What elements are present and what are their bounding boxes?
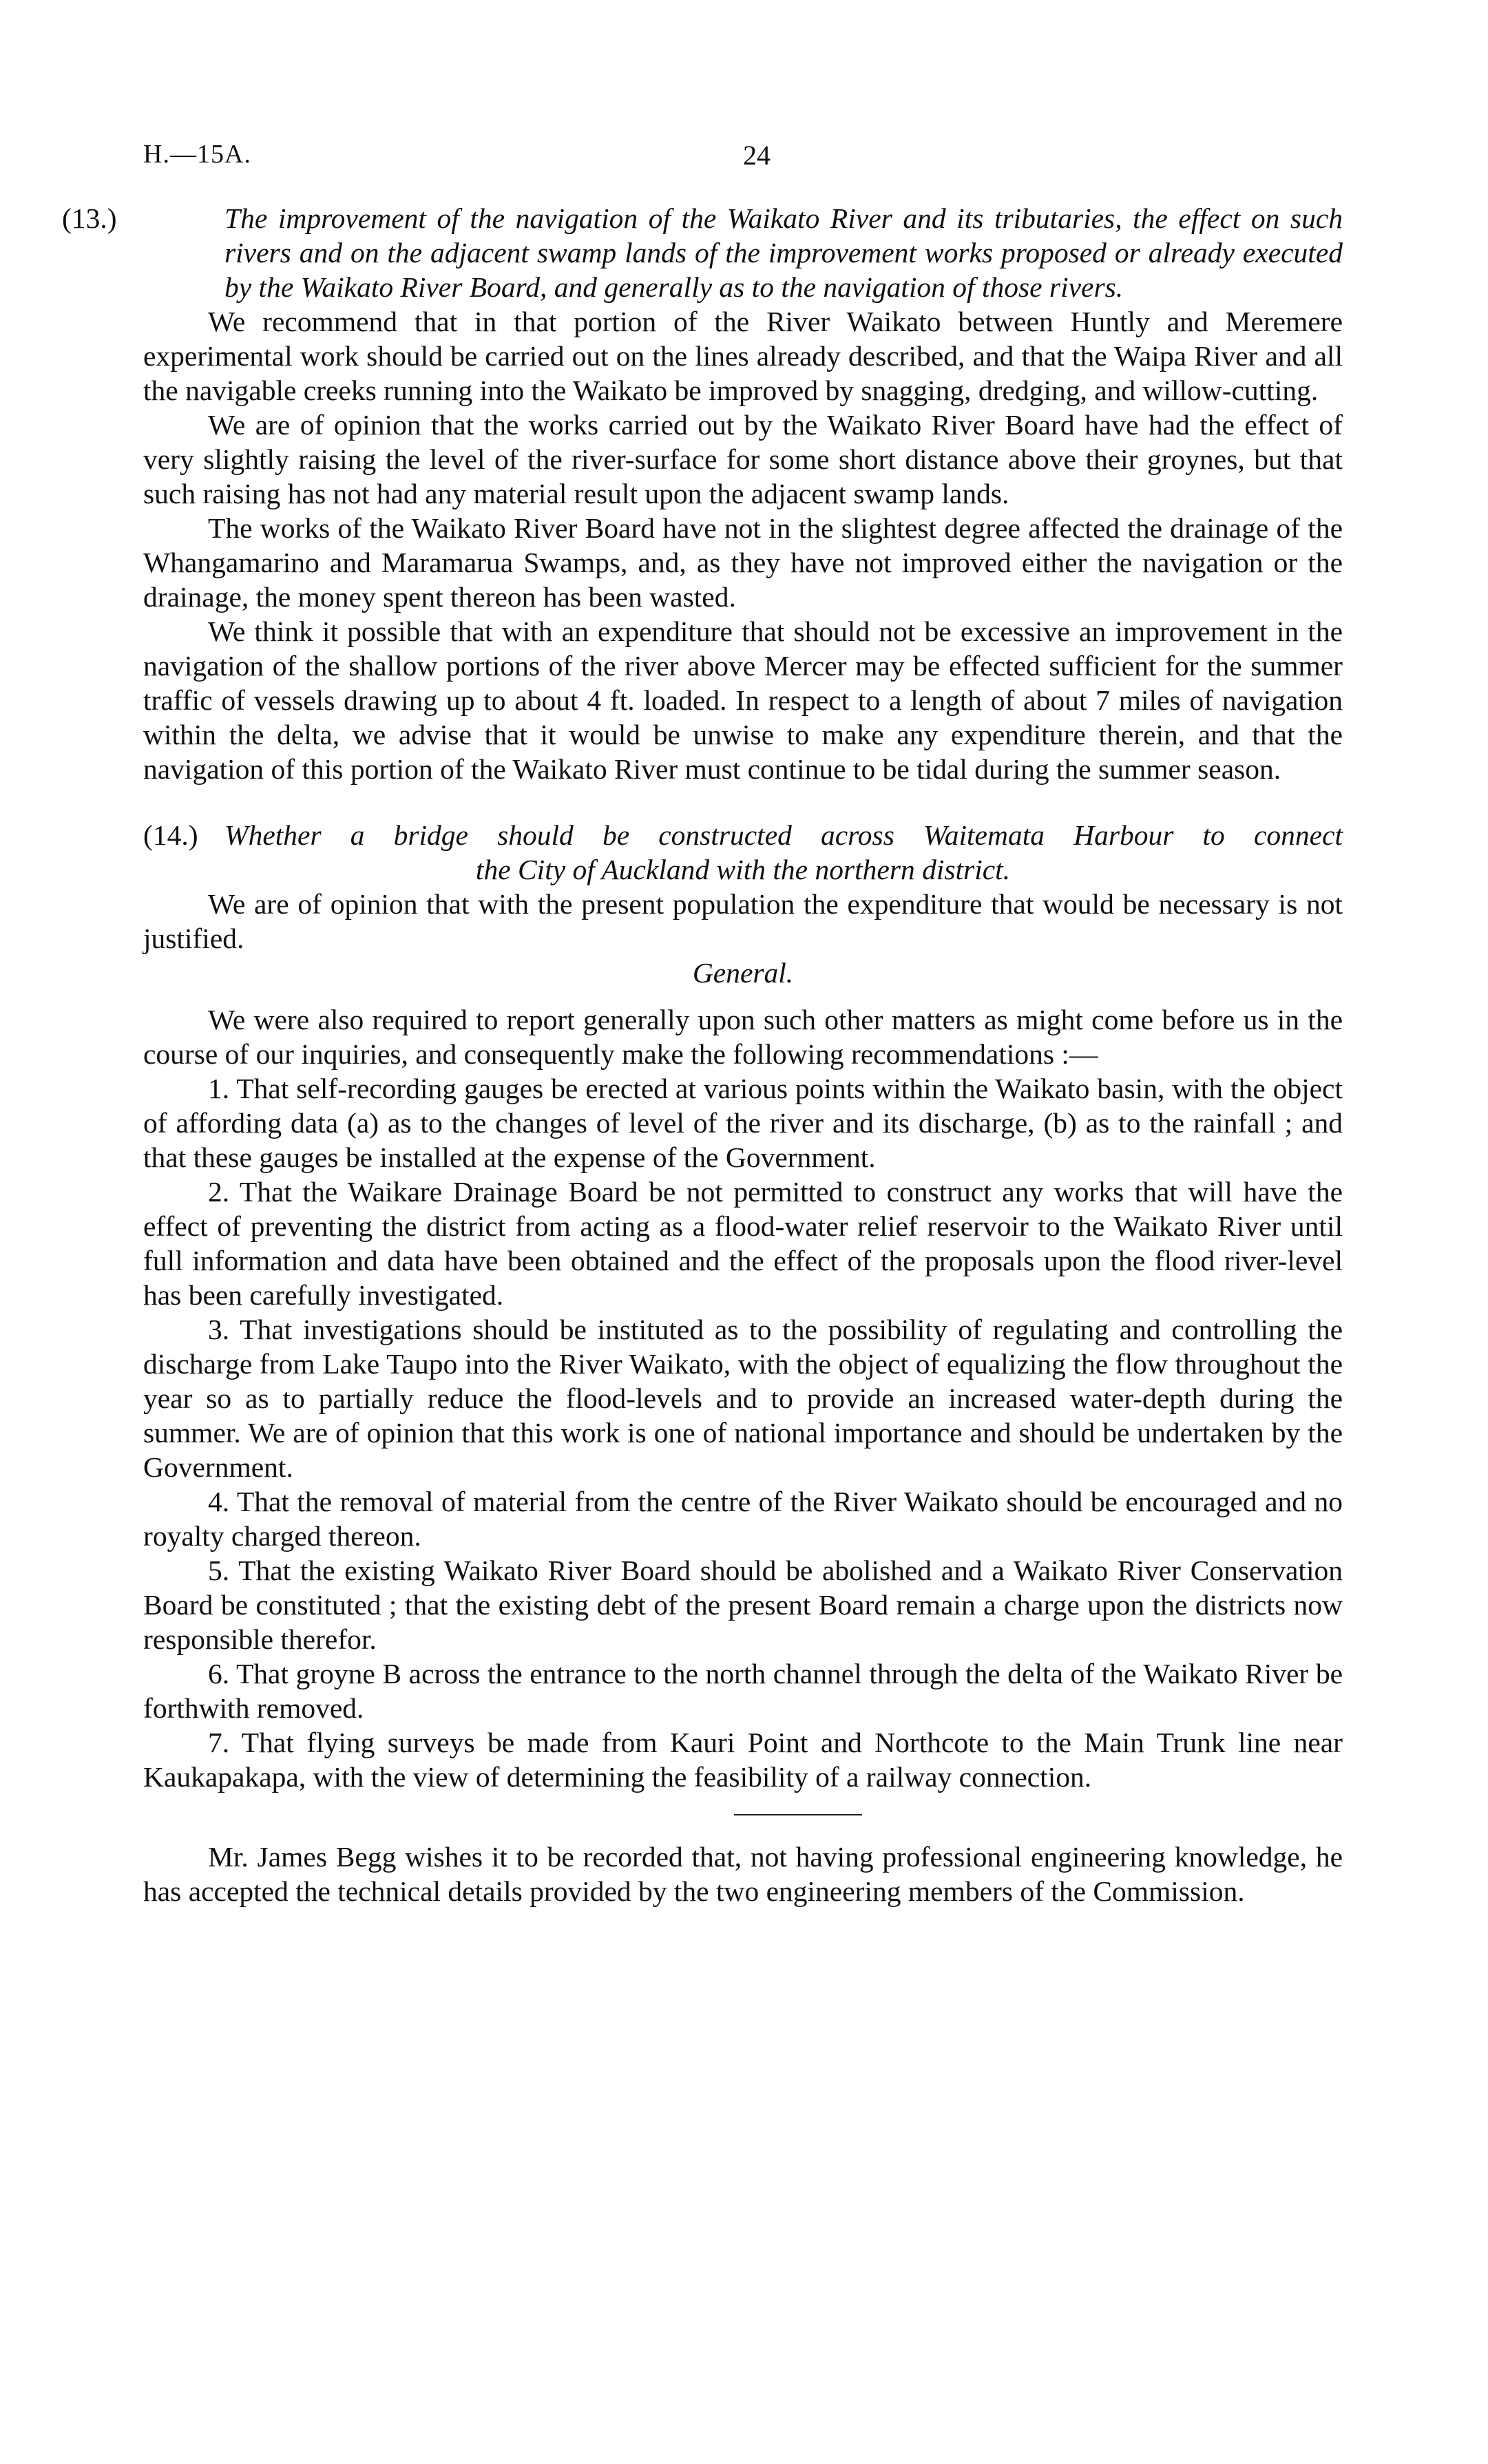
- closing-note: Mr. James Begg wishes it to be recorded that, not having professional engineering knowledge, he has accepted the technical details provided by the two engineering members of the Commission.: [143, 1841, 1343, 1907]
- recommendation-item: 2. That the Waikare Drainage Board be not permitted to construct any works that will have the effect of preventing the district from acting as a flood-water relief reservoir to the Waikato River until full information and data have been obtained and the effect of the proposals upon the flood river-level has been carefully investigated.: [143, 1176, 1343, 1311]
- section-13-subject: [62, 201, 1343, 304]
- section-14-paragraph: We are of opinion that with the present population the expenditure that would be necessary is not justified.: [143, 888, 1343, 954]
- recommendation-item: 6. That groyne B across the entrance to the north channel through the delta of the Waikato River be forthwith removed.: [143, 1658, 1343, 1724]
- recommendation-item: 3. That investigations should be instituted as to the possibility of regulating and controlling the discharge from Lake Taupo into the River Waikato, with the object of equalizing the flow throughout the year so as to partially reduce the flood-levels and to provide an increased water-depth during the summer. We are of opinion that this work is one of national importance and should be undertaken by the Government.: [143, 1314, 1343, 1483]
- general-intro: We were also required to report generally upon such other matters as might come before us in the course of our inquiries, and consequently make the following recommendations :—: [143, 1004, 1343, 1070]
- section-13-paragraph: The works of the Waikato River Board have not in the slightest degree affected the drainage of the Whangamarino and Maramarua Swamps, and, as they have not improved either the navigation or the drainage, the money spent thereon has been wasted.: [143, 512, 1343, 613]
- section-13-paragraph: We recommend that in that portion of the River Waikato between Huntly and Meremere experimental work should be carried out on the lines already described, and that the Waipa River and all the navigable creeks running into the Waikato be improved by snagging, dredging, and willow-cutting.: [143, 306, 1343, 406]
- section-14-subject-line2: the City of Auckland with the northern district.: [475, 854, 1011, 885]
- document-reference: H.—15A.: [143, 140, 251, 169]
- general-heading: General.: [692, 957, 794, 989]
- section-14-subject: [143, 818, 1343, 887]
- recommendation-item: 5. That the existing Waikato River Board should be abolished and a Waikato River Conservation Board be constituted ; that the existing debt of the present Board remain a charge upon the districts now responsible therefor.: [143, 1555, 1343, 1655]
- section-14-subject-line1: Whether a bridge should be constructed across Waitemata Harbour to connect: [224, 819, 1343, 851]
- section-13-paragraph: We are of opinion that the works carried out by the Waikato River Board have had the effect of very slightly raising the level of the river-surface for some short distance above their groynes, but that such raising has not had any material result upon the adjacent swamp lands.: [143, 409, 1343, 509]
- section-13-subject-text: The improvement of the navigation of the Waikato River and its tributaries, the effect on such rivers and on the adjacent swamp lands of the improvement works proposed or already executed by the Waikato River Board, and generally as to the navigation of those rivers.: [224, 202, 1343, 303]
- recommendation-item: 1. That self-recording gauges be erected at various points within the Waikato basin, with the object of affording data (a) as to the changes of level of the river and its discharge, (b) as to the rainfall ; and that these gauges be installed at the expense of the Government.: [143, 1073, 1343, 1173]
- recommendation-item: 7. That flying surveys be made from Kauri Point and Northcote to the Main Trunk line near Kaukapakapa, with the view of determining the feasibility of a railway connection.: [143, 1727, 1343, 1793]
- section-divider: [143, 1794, 1343, 1812]
- page-number: 24: [743, 140, 771, 171]
- page-header: [143, 139, 1343, 180]
- document-body: [62, 201, 1343, 1908]
- recommendation-item: 4. That the removal of material from the centre of the River Waikato should be encouraged and no royalty charged thereon.: [143, 1486, 1343, 1552]
- section-13-paragraph: We think it possible that with an expenditure that should not be excessive an improvement in the navigation of the shallow portions of the river above Mercer may be effected sufficient for the summer traffic of vessels drawing up to about 4 ft. loaded. In respect to a length of about 7 miles of navigation within the delta, we advise that it would be unwise to make any expenditure therein, and that the navigation of this portion of the Waikato River must continue to be tidal during the summer season.: [143, 615, 1343, 785]
- section-14-number: (14.): [143, 819, 198, 851]
- section-13-number: (13.): [62, 202, 117, 234]
